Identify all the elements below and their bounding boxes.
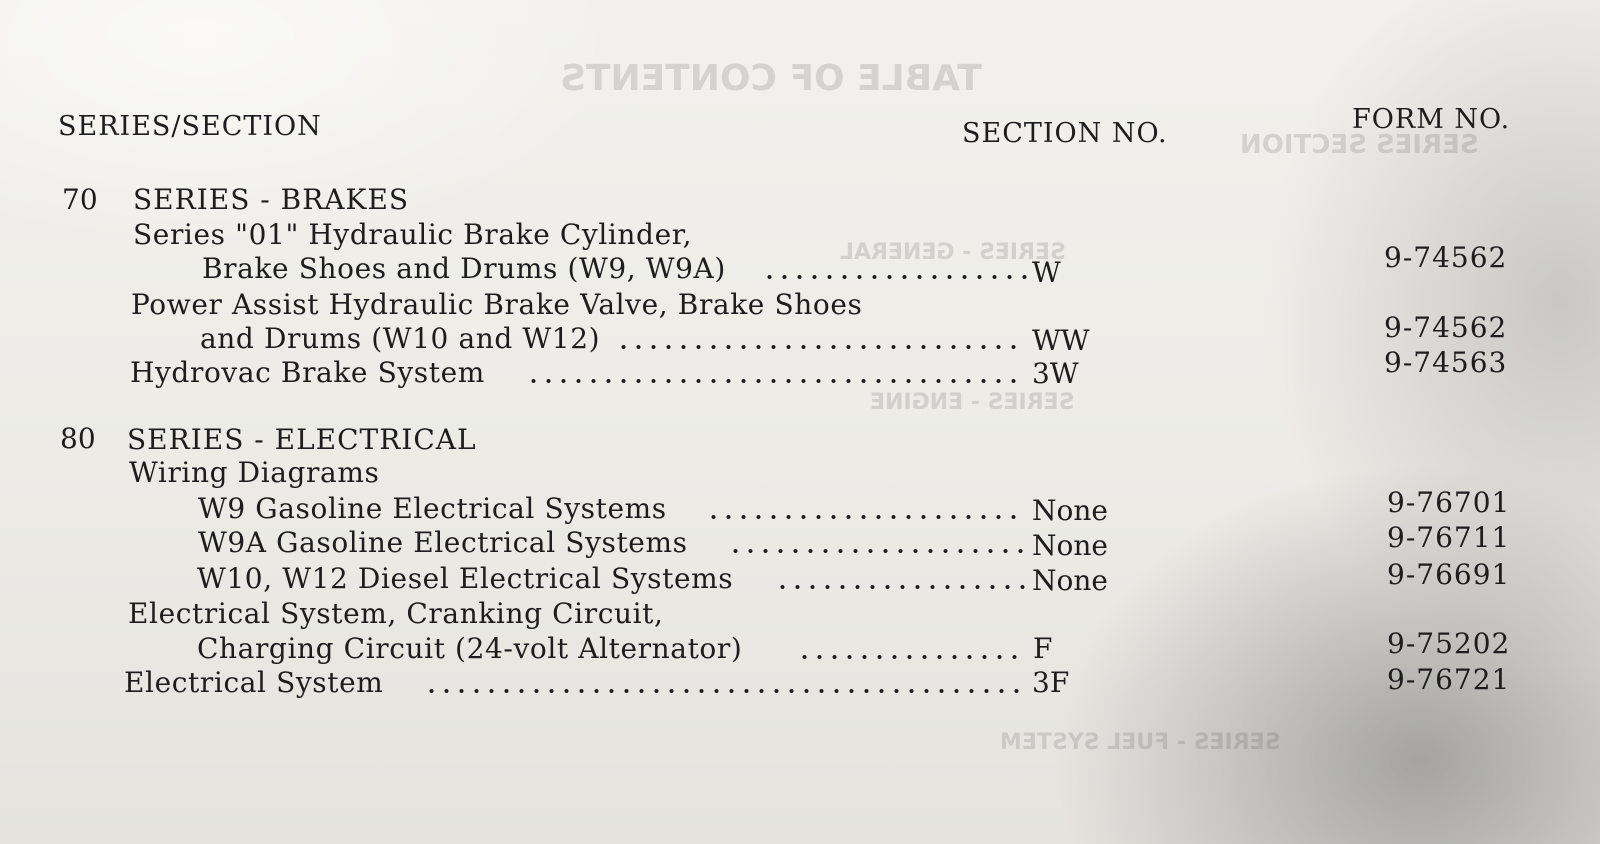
toc-entry-title: W9A Gasoline Electrical Systems xyxy=(198,526,688,559)
toc-entry-title: Hydrovac Brake System xyxy=(130,356,485,389)
toc-entry-line: Wiring Diagrams xyxy=(129,456,380,489)
group-title: SERIES - ELECTRICAL xyxy=(127,423,477,456)
form-number: 9-76701 xyxy=(1387,486,1511,519)
toc-entry-title: W10, W12 Diesel Electrical Systems xyxy=(197,562,734,595)
bleed-through-text: SERIES - ENGINE xyxy=(870,390,1075,415)
dot-leader xyxy=(775,584,1027,590)
dot-leader xyxy=(706,514,1026,520)
dot-leader xyxy=(424,688,1028,694)
toc-entry xyxy=(197,562,1032,598)
section-number: None xyxy=(1032,564,1108,597)
section-number: 3W xyxy=(1032,357,1079,390)
form-number: 9-74562 xyxy=(1384,311,1508,344)
toc-entry xyxy=(198,526,1032,562)
toc-entry xyxy=(130,356,1032,392)
group-number: 70 xyxy=(62,183,98,216)
dot-leader xyxy=(728,548,1026,554)
group-title: SERIES - BRAKES xyxy=(133,183,410,216)
toc-entry xyxy=(124,666,1032,702)
toc-entry-line: Series "01" Hydraulic Brake Cylinder, xyxy=(133,218,693,251)
header-series-section: SERIES/SECTION xyxy=(58,111,322,142)
form-number: 9-76721 xyxy=(1387,663,1511,696)
dot-leader xyxy=(762,274,1027,280)
toc-entry xyxy=(202,252,1032,288)
bleed-through-text: SERIES - FUEL SYSTEM xyxy=(1000,730,1281,755)
toc-entry xyxy=(200,322,1032,358)
toc-entry xyxy=(197,632,1032,668)
header-form-no: FORM NO. xyxy=(1352,104,1511,135)
form-number: 9-75202 xyxy=(1387,627,1511,660)
dot-leader xyxy=(797,654,1027,660)
form-number: 9-74563 xyxy=(1384,346,1508,379)
group-number: 80 xyxy=(60,422,96,455)
toc-entry-title: and Drums (W10 and W12) xyxy=(200,322,601,355)
form-number: 9-76711 xyxy=(1387,521,1511,554)
dot-leader xyxy=(526,378,1026,384)
bleed-through-text: SERIES SECTION xyxy=(1240,130,1479,160)
form-number: 9-76691 xyxy=(1387,558,1511,591)
toc-entry-title: Charging Circuit (24-volt Alternator) xyxy=(197,632,743,665)
toc-entry-title: Electrical System xyxy=(124,666,384,699)
section-number: None xyxy=(1032,494,1108,527)
section-number: None xyxy=(1032,529,1108,562)
section-number: F xyxy=(1033,632,1053,665)
form-number: 9-74562 xyxy=(1384,241,1508,274)
dot-leader xyxy=(616,344,1026,350)
toc-entry-title: W9 Gasoline Electrical Systems xyxy=(198,492,667,525)
header-section-no: SECTION NO. xyxy=(962,118,1168,149)
toc-entry-line: Electrical System, Cranking Circuit, xyxy=(128,597,664,630)
bleed-through-text: TABLE OF CONTENTS xyxy=(560,58,982,99)
section-number: WW xyxy=(1032,324,1090,357)
toc-entry xyxy=(198,492,1032,528)
section-number: 3F xyxy=(1032,666,1070,699)
section-number: W xyxy=(1032,256,1061,289)
toc-entry-title: Brake Shoes and Drums (W9, W9A) xyxy=(202,252,726,285)
toc-entry-line: Power Assist Hydraulic Brake Valve, Brake Shoes xyxy=(131,288,863,321)
bleed-through-text: SERIES - GENERAL xyxy=(840,240,1066,265)
